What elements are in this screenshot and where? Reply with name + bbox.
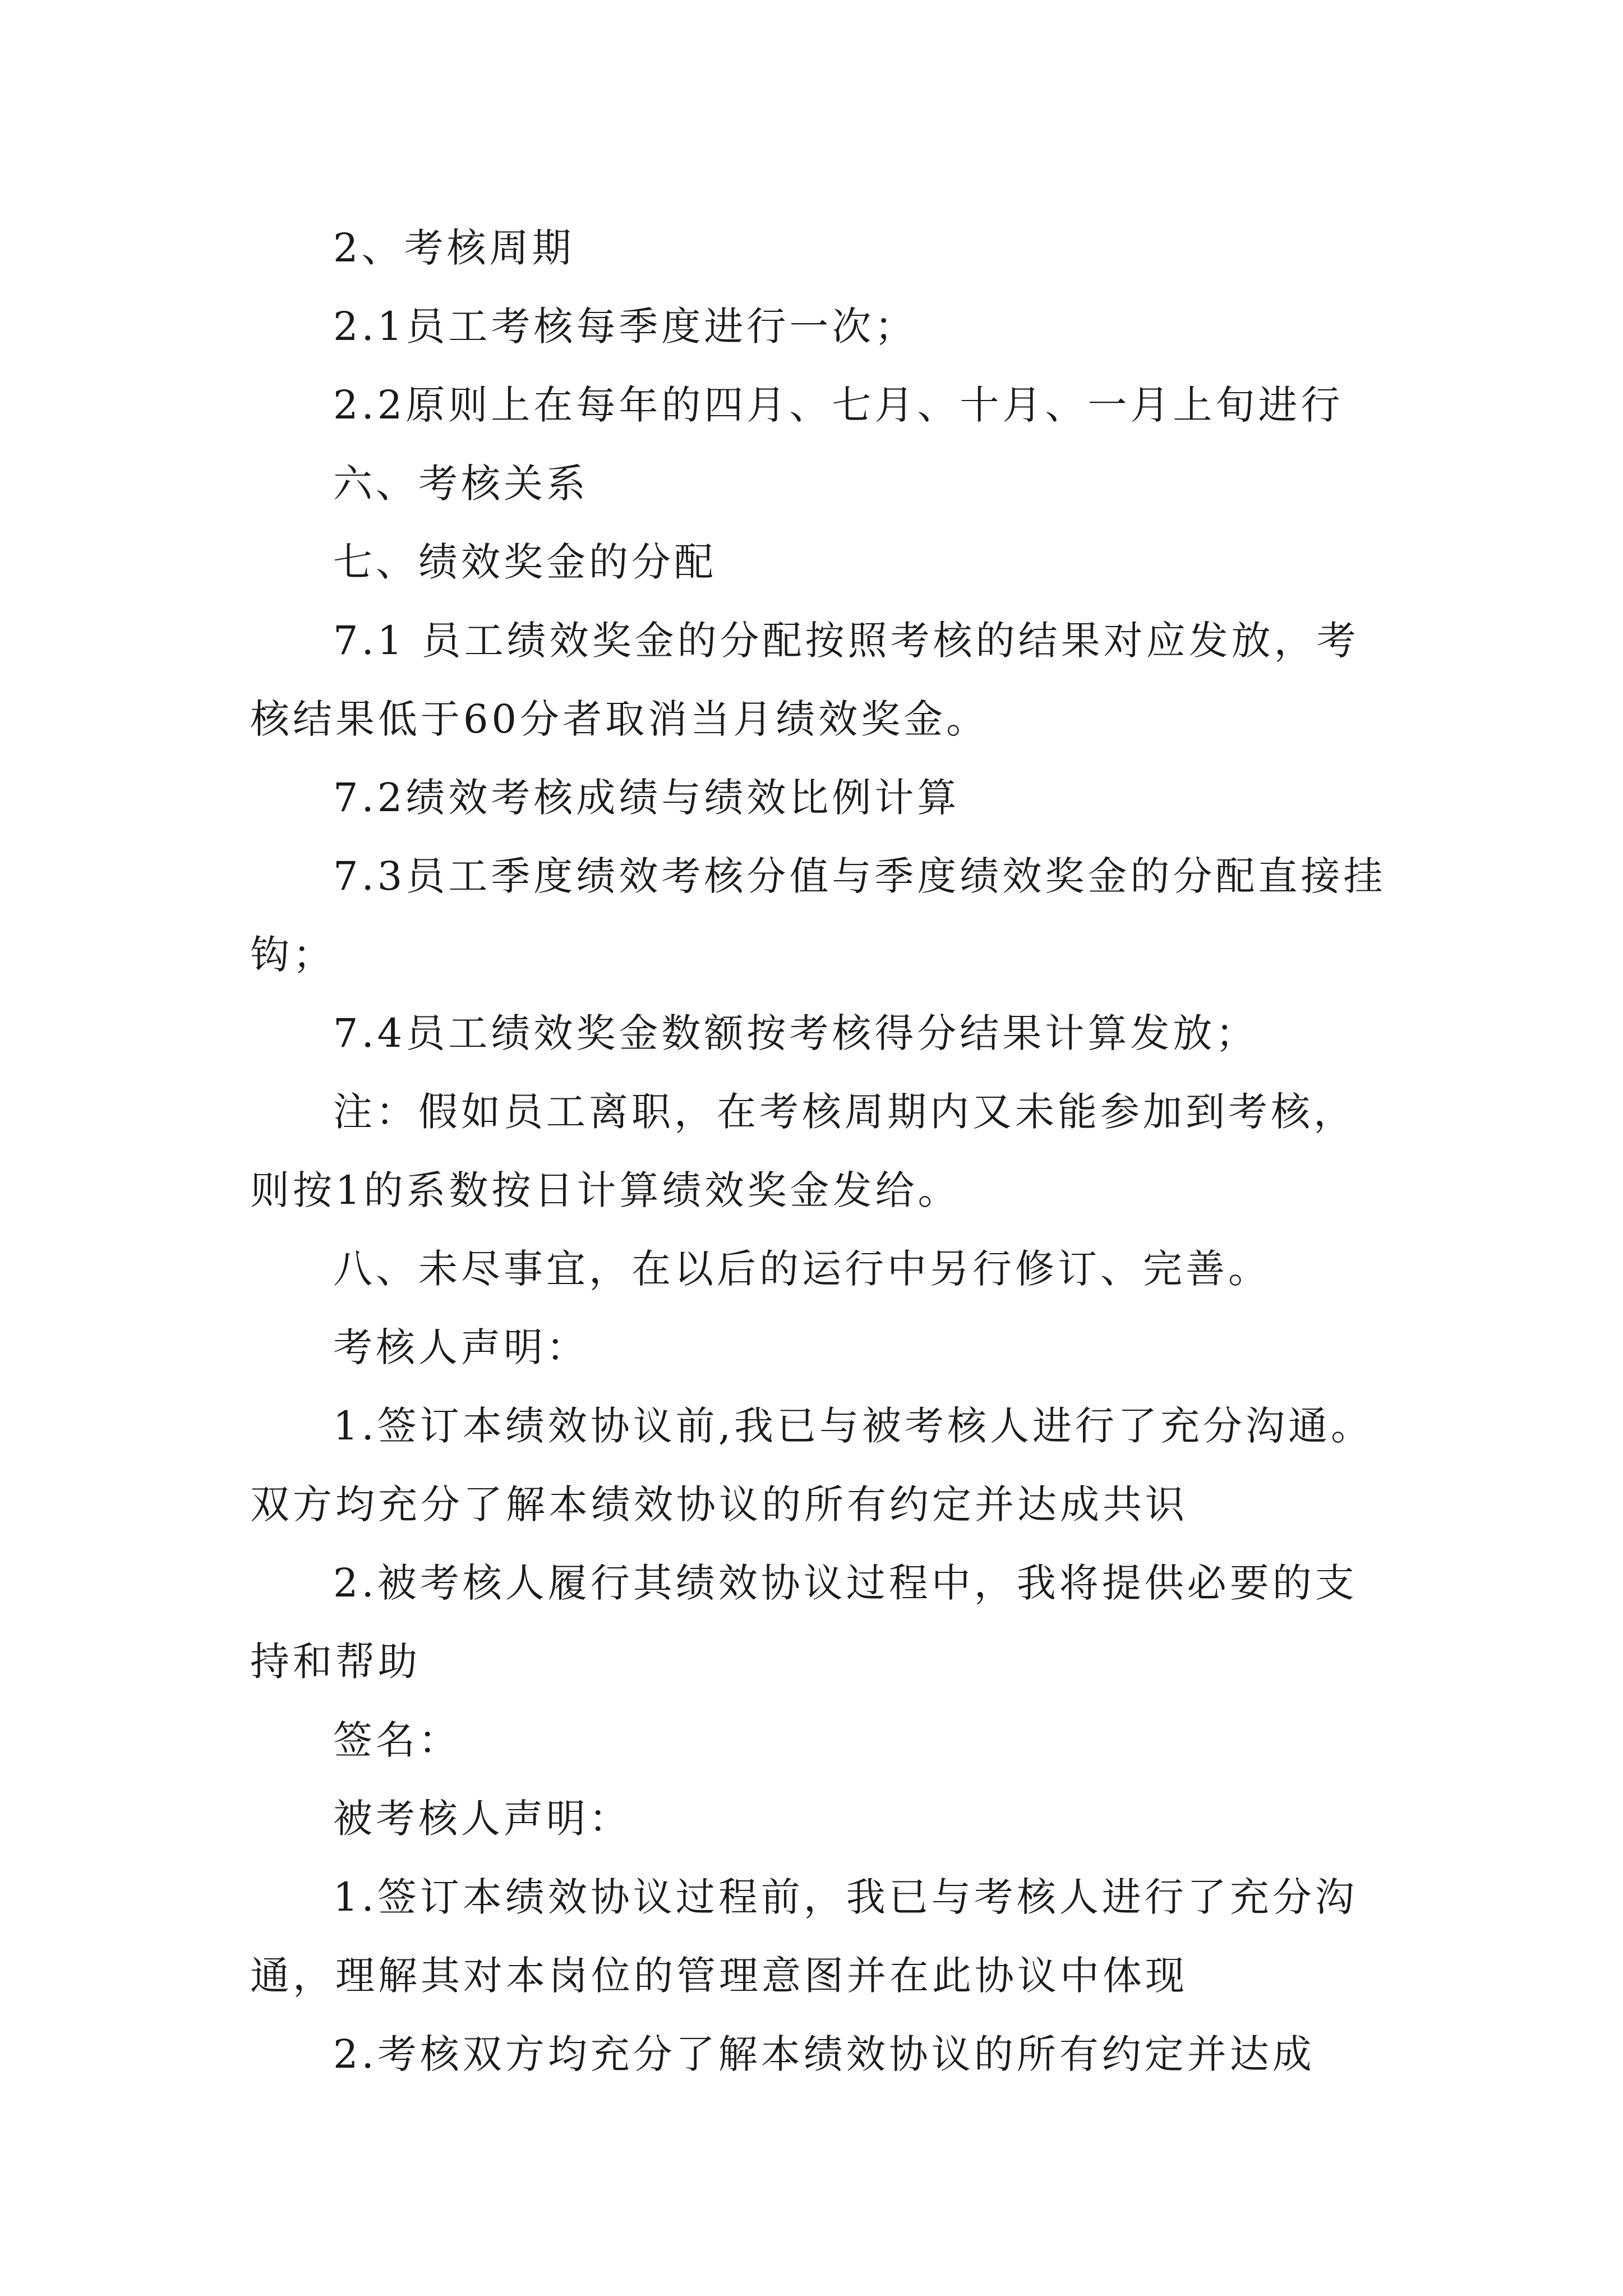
paragraph-assessor-2: 2.被考核人履行其绩效协议过程中，我将提供必要的支持和帮助: [250, 1560, 1358, 1685]
paragraph-assessor-1: 1.签订本绩效协议前,我已与被考核人进行了充分沟通。双方均充分了解本绩效协议的所有约定并达成共识: [250, 1403, 1374, 1527]
heading-misc: 八、未尽事宜，在以后的运行中另行修订、完善。: [333, 1246, 1271, 1292]
paragraph-7-2: 7.2绩效考核成绩与绩效比例计算: [333, 775, 960, 821]
paragraph-assessee-2: 2.考核双方均充分了解本绩效协议的所有约定并达成: [333, 2031, 1315, 2077]
heading-assessment-relation: 六、考核关系: [333, 461, 589, 507]
heading-assessee-statement: 被考核人声明：: [333, 1796, 631, 1842]
paragraph-quarterly-assessment: 2.1员工考核每季度进行一次；: [333, 303, 917, 349]
paragraph-7-4: 7.4员工绩效奖金数额按考核得分结果计算发放；: [333, 1010, 1258, 1056]
paragraph-7-3: 7.3员工季度绩效考核分值与季度绩效奖金的分配直接挂钩；: [250, 853, 1386, 978]
paragraph-assessment-months: 2.2原则上在每年的四月、七月、十月、一月上旬进行: [333, 382, 1344, 428]
signature-label: 签名：: [333, 1717, 461, 1763]
paragraph-7-1: 7.1 员工绩效奖金的分配按照考核的结果对应发放，考核结果低于60分者取消当月绩效奖金。: [250, 618, 1359, 742]
paragraph-note: 注：假如员工离职，在考核周期内又未能参加到考核，则按1的系数按日计算绩效奖金发给。: [250, 1089, 1356, 1213]
paragraph-assessee-1: 1.签订本绩效协议过程前，我已与考核人进行了充分沟通，理解其对本岗位的管理意图并在此协议中体现: [250, 1874, 1358, 1999]
paragraph-assessment-period: 2、考核周期: [333, 225, 575, 271]
heading-assessor-statement: 考核人声明：: [333, 1324, 589, 1370]
document-body: [250, 209, 1389, 2093]
heading-bonus-distribution: 七、绩效奖金的分配: [333, 539, 717, 585]
